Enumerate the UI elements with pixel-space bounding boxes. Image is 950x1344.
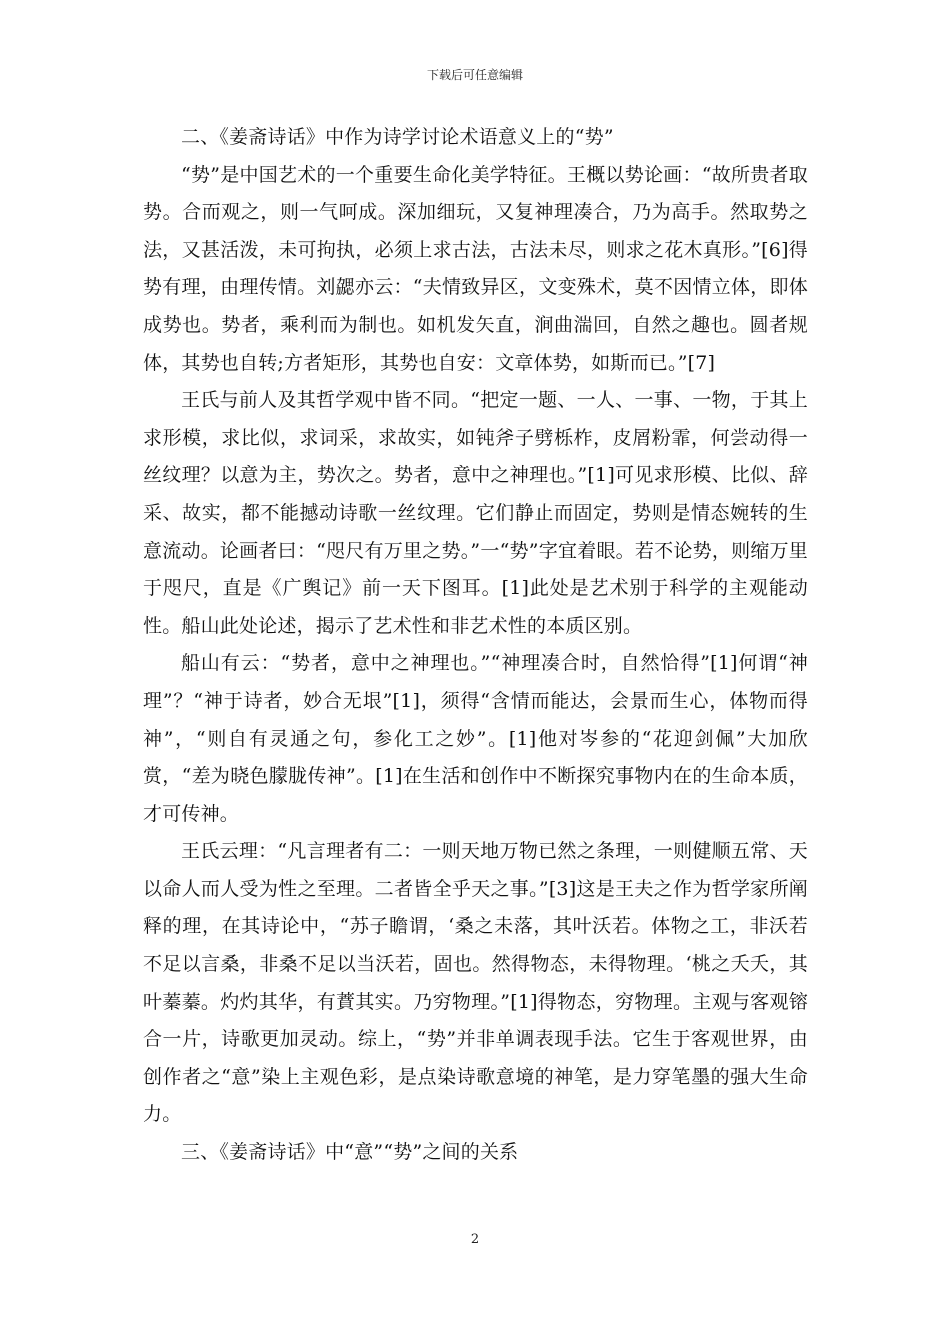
page-header: 下载后可任意编辑 — [426, 68, 523, 82]
page-number: 2 — [470, 1232, 480, 1247]
document-body — [143, 119, 808, 1172]
paragraph: 船山有云：“势者，意中之神理也。”“神理凑合时，自然恰得”[1]何谓“神理”？“神于诗者，妙合无垠”[1]，须得“含情而能达，会景而生心，体物而得神”，“则自有灵通之句，参化工之妙”。[1]他对岑参的“花迎剑佩”大加欣赏，“差为晓色朦胧传神”。[1]在生活和创作中不断探究事物内在的生命本质，才可传神。 — [143, 652, 808, 825]
section-heading: 二、《姜斋诗话》中作为诗学讨论术语意义上的“势” — [181, 126, 614, 148]
section-heading: 三、《姜斋诗话》中“意”“势”之间的关系 — [181, 1141, 519, 1164]
paragraph: 王氏与前人及其哲学观中皆不同。“把定一题、一人、一事、一物，于其上求形模，求比似，求词采，求故实，如钝斧子劈栎柞，皮屑粉霏，何尝动得一丝纹理？以意为主，势次之。势者，意中之神理也。”[1]可见求形模、比似、辞采、故实，都不能撼动诗歌一丝纹理。它们静止而固定，势则是情态婉转的生意流动。论画者曰：“咫尺有万里之势。”一“势”字宜着眼。若不论势，则缩万里于咫尺，直是《广舆记》前一天下图耳。[1]此处是艺术别于科学的主观能动性。船山此处论述，揭示了艺术性和非艺术性的本质区别。 — [143, 389, 808, 637]
paragraph: “势”是中国艺术的一个重要生命化美学特征。王概以势论画：“故所贵者取势。合而观之，则一气呵成。深加细玩，又复神理凑合，乃为高手。然取势之法，又甚活泼，未可拘执，必须上求古法，古法未尽，则求之花木真形。”[6]得势有理，由理传情。刘勰亦云：“夫情致异区，文变殊术，莫不因情立体，即体成势也。势者，乘利而为制也。如机发矢直，涧曲湍回，自然之趣也。圆者规体，其势也自转;方者矩形，其势也自安：文章体势，如斯而已。”[7] — [143, 163, 808, 374]
paragraph: 王氏云理：“凡言理者有二：一则天地万物已然之条理，一则健顺五常、天以命人而人受为性之至理。二者皆全乎天之事。”[3]这是王夫之作为哲学家所阐释的理，在其诗论中，“苏子瞻谓，‘桑之未落，其叶沃若。体物之工，非沃若不足以言桑，非桑不足以当沃若，固也。然得物态，未得物理。‘桃之夭夭，其叶蓁蓁。灼灼其华，有蕡其实。乃穷物理。”[1]得物态，穷物理。主观与客观镕合一片，诗歌更加灵动。综上，“势”并非单调表现手法。它生于客观世界，由创作者之“意”染上主观色彩，是点染诗歌意境的神笔，是力穿笔墨的强大生命力。 — [143, 840, 808, 1126]
